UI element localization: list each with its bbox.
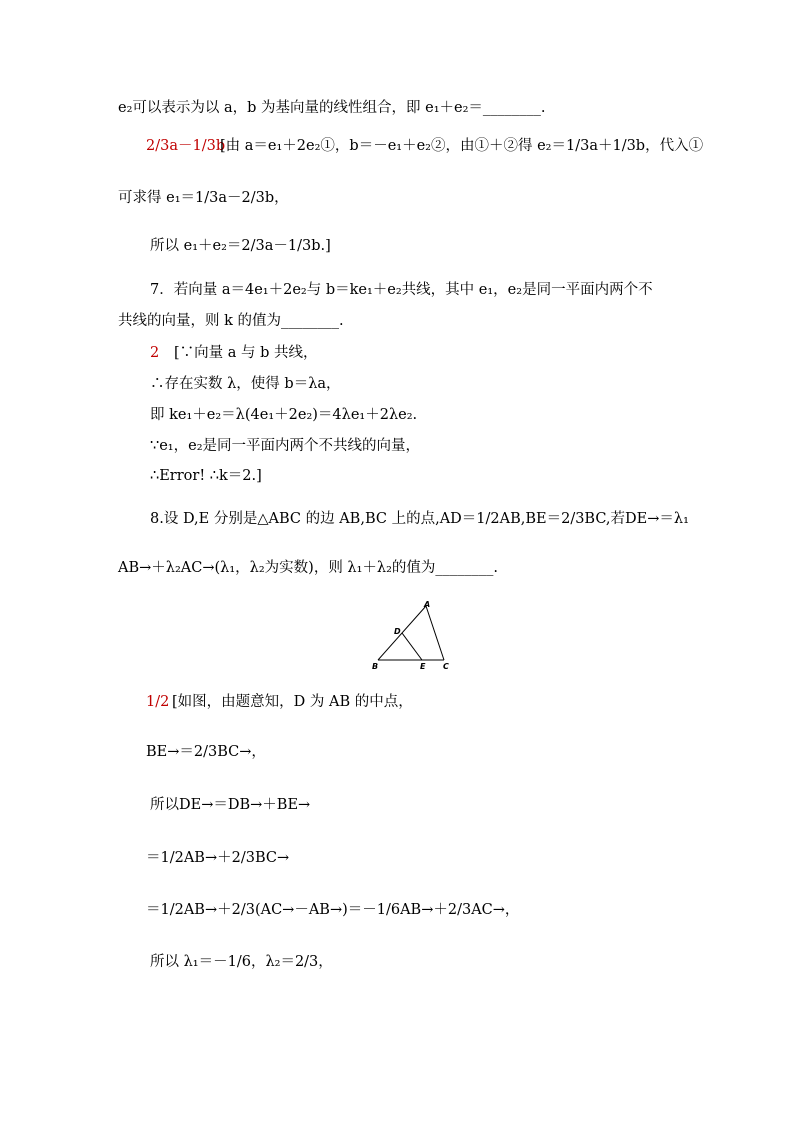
segment-ac [426, 606, 444, 660]
text-line: ＝1/2AB→＋2/3(AC→－AB→)＝－1/6AB→＋2/3AC→， [146, 902, 520, 918]
text-line: ∵e₁，e₂是同一平面内两个不共线的向量， [150, 438, 421, 454]
text-line: ＝1/2AB→＋2/3BC→ [146, 850, 290, 866]
label-b: B [372, 662, 379, 671]
answer-7: 2 [150, 345, 160, 361]
text-line: 所以DE→＝DB→＋BE→ [150, 797, 311, 813]
problem-7-text: 共线的向量，则 k 的值为________. [118, 313, 344, 329]
triangle-figure [370, 598, 460, 674]
text-line: 即 ke₁＋e₂＝λ(4e₁＋2e₂)＝4λe₁＋2λe₂. [150, 407, 418, 423]
text-line: BE→＝2/3BC→， [146, 744, 266, 760]
text-line: [如图，由题意知，D 为 AB 的中点， [172, 694, 413, 710]
problem-8-text: 8.设 D,E 分别是△ABC 的边 AB,BC 上的点,AD＝1/2AB,BE＝2/3BC,若DE→＝λ₁ [150, 511, 689, 527]
label-d: D [394, 627, 401, 636]
text-line: [由 a＝e₁＋2e₂①，b＝－e₁＋e₂②，由①＋②得 e₂＝1/3a＋1/3b，代入① [220, 138, 704, 154]
text-line: ∴存在实数 λ，使得 b＝λa， [150, 376, 341, 392]
text-line: 所以 λ₁＝－1/6，λ₂＝2/3， [150, 954, 333, 970]
text-line: 所以 e₁＋e₂＝2/3a－1/3b.] [150, 238, 331, 254]
problem-8-text: AB→＋λ₂AC→(λ₁，λ₂为实数)，则 λ₁＋λ₂的值为________. [118, 560, 499, 576]
segment-de [402, 633, 422, 660]
label-c: C [443, 662, 449, 671]
text-line: 可求得 e₁＝1/3a－2/3b， [118, 190, 289, 206]
label-a: A [424, 600, 431, 609]
text-line: [∵向量 a 与 b 共线， [174, 345, 318, 361]
text-line: e₂可以表示为以 a，b 为基向量的线性组合，即 e₁＋e₂＝________. [118, 100, 546, 116]
label-e: E [420, 662, 426, 671]
text-line: ∴Error! ∴k＝2.] [150, 468, 262, 484]
problem-7-text: 7．若向量 a＝4e₁＋2e₂与 b＝ke₁＋e₂共线，其中 e₁，e₂是同一平面内两个不 [150, 282, 653, 298]
answer-6: 2/3a－1/3b [146, 138, 226, 154]
answer-8: 1/2 [146, 694, 170, 710]
